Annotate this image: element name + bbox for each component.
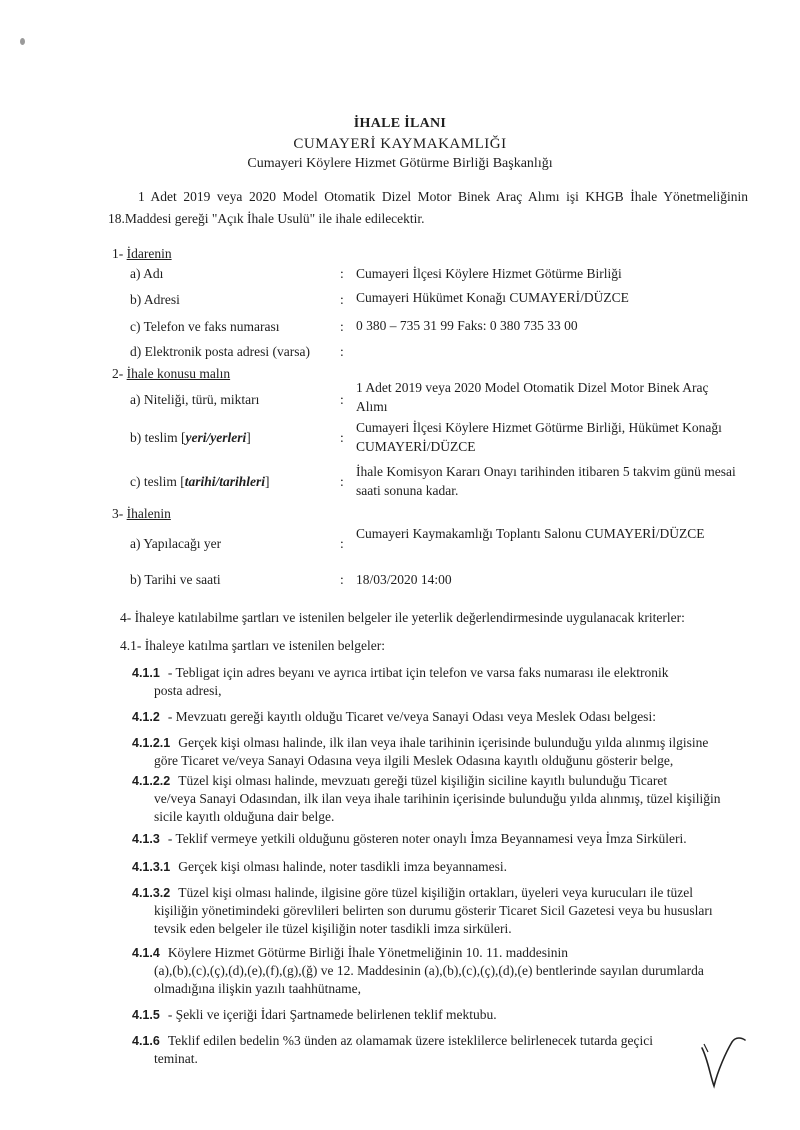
- field-value-address: Cumayeri Hükümet Konağı CUMAYERİ/DÜZCE: [356, 290, 629, 305]
- section-2-title: İhale konusu malın: [126, 366, 231, 381]
- field-colon: :: [340, 392, 344, 407]
- item-continuation: posta adresi,: [154, 683, 222, 698]
- criteria-item: [132, 664, 742, 700]
- section-1-title: İdarenin: [126, 246, 172, 261]
- field-value-date-time: 18/03/2020 14:00: [356, 572, 452, 587]
- item-text: Tüzel kişi olması halinde, ilgisine göre tüzel kişiliğin ortakları, üyeleri veya kurucuları ile tüzel: [178, 885, 693, 900]
- section-3-heading: [112, 506, 171, 522]
- item-continuation: (a),(b),(c),(ç),(d),(e),(f),(g),(ğ) ve 12. Maddesinin (a),(b),(c),(ç),(d),(e) bentlerinde sayılan durumlarda olmadığına ilişkin yazılı taahhütname,: [154, 963, 704, 996]
- issuing-authority: CUMAYERİ KAYMAKAMLIĞI: [293, 136, 507, 152]
- section-3-number: 3-: [112, 506, 124, 521]
- intro-paragraph: 1 Adet 2019 veya 2020 Model Otomatik Dizel Motor Binek Araç Alımı işi KHGB İhale Yönetmeliğinin 18.Maddesi gereği "Açık İhale Usulü" ile ihale edilecektir.: [108, 189, 748, 226]
- item-continuation: kişiliğin yönetimindeki görevlileri belirten son durumu gösterir Ticaret Sicil Gazetesi veya bu hususları tevsik eden belgeler ile tüzel kişiliğin noter tasdikli imza sirküleri.: [154, 903, 713, 936]
- item-continuation: göre Ticaret ve/veya Sanayi Odasına veya ilgili Meslek Odasına kayıtlı olduğunu gösterir belge,: [154, 753, 674, 768]
- item-text: - Mevzuatı gereği kayıtlı olduğu Ticaret ve/veya Sanayi Odası veya Meslek Odası belgesi:: [167, 709, 656, 724]
- item-number: 4.1.3.1: [132, 860, 171, 874]
- label-text: ]: [265, 474, 270, 489]
- field-value-delivery-date: İhale Komisyon Kararı Onayı tarihinden itibaren 5 takvim günü mesai saati sonuna kadar.: [356, 464, 736, 498]
- criteria-item: [132, 858, 742, 876]
- field-label-delivery-place: [130, 430, 251, 446]
- item-text: Gerçek kişi olması halinde, noter tasdikli imza beyannamesi.: [178, 859, 508, 874]
- section-1-number: 1-: [112, 246, 124, 261]
- item-text: Teklif edilen bedelin %3 ünden az olamamak üzere isteklilerce belirlenecek tutarda geçici: [167, 1033, 654, 1048]
- criteria-subheading: 4.1- İhaleye katılma şartları ve istenilen belgeler:: [120, 638, 386, 653]
- label-text: ]: [246, 430, 251, 445]
- field-label-name: a) Adı: [130, 266, 164, 281]
- field-value-item-quality: 1 Adet 2019 veya 2020 Model Otomatik Dizel Motor Binek Araç Alımı: [356, 380, 709, 414]
- criteria-item: [132, 884, 742, 938]
- item-number: 4.1.2.1: [132, 736, 171, 750]
- label-text: b) teslim [: [130, 430, 186, 445]
- section-2-heading: [112, 366, 230, 382]
- field-label-address: b) Adresi: [130, 292, 180, 307]
- field-label-phone-fax: c) Telefon ve faks numarası: [130, 319, 280, 334]
- field-label-date-time: b) Tarihi ve saati: [130, 572, 221, 587]
- field-label-venue: a) Yapılacağı yer: [130, 536, 222, 551]
- criteria-item: [132, 772, 742, 826]
- criteria-item: [132, 734, 742, 770]
- field-colon: :: [340, 572, 344, 587]
- handwritten-initial-signature: [698, 1030, 748, 1090]
- label-italic: tarihi/tarihleri: [184, 474, 266, 489]
- field-colon: :: [340, 536, 344, 551]
- field-colon: :: [340, 319, 344, 334]
- item-text: - Şekli ve içeriği İdari Şartnamede belirlenen teklif mektubu.: [167, 1007, 497, 1022]
- field-colon: :: [340, 474, 344, 489]
- item-number: 4.1.6: [132, 1034, 160, 1048]
- field-colon: :: [340, 344, 344, 359]
- item-text: Gerçek kişi olması halinde, ilk ilan veya ihale tarihinin içerisinde bulunduğu yılda alınmış ilgisine: [178, 735, 709, 750]
- criteria-item: [132, 708, 742, 726]
- issuing-department: Cumayeri Köylere Hizmet Götürme Birliği Başkanlığı: [247, 156, 553, 171]
- item-number: 4.1.2.2: [132, 774, 171, 788]
- criteria-item: [132, 830, 742, 848]
- document-title: İHALE İLANI: [353, 116, 447, 131]
- field-label-delivery-date: [130, 474, 270, 490]
- item-number: 4.1.2: [132, 710, 160, 724]
- item-number: 4.1.3.2: [132, 886, 171, 900]
- field-colon: :: [340, 430, 344, 445]
- item-text: - Tebligat için adres beyanı ve ayrıca irtibat için telefon ve varsa faks numarası ile elektronik: [167, 665, 669, 680]
- section-3-title: İhalenin: [126, 506, 171, 521]
- criteria-item: [132, 944, 742, 998]
- criteria-heading: 4- İhaleye katılabilme şartları ve istenilen belgeler ile yeterlik değerlendirmesinde uygulanacak kriterler:: [120, 610, 685, 625]
- item-number: 4.1.4: [132, 946, 160, 960]
- label-italic: yeri/yerleri: [185, 430, 247, 445]
- label-text: c) teslim [: [130, 474, 185, 489]
- item-number: 4.1.1: [132, 666, 160, 680]
- item-continuation: ve/veya Sanayi Odasından, ilk ilan veya ihale tarihinin içerisinde bulunduğu yılda alınmış, tüzel kişiliğin sicile kayıtlı olduğuna dair belge.: [154, 791, 721, 824]
- criteria-item: [132, 1006, 742, 1024]
- field-colon: :: [340, 292, 344, 307]
- field-value-venue: Cumayeri Kaymakamlığı Toplantı Salonu CUMAYERİ/DÜZCE: [356, 526, 705, 541]
- field-label-item-quality: a) Niteliği, türü, miktarı: [130, 392, 260, 407]
- field-value-name: Cumayeri İlçesi Köylere Hizmet Götürme Birliği: [356, 266, 622, 281]
- item-text: Köylere Hizmet Götürme Birliği İhale Yönetmeliğinin 10. 11. maddesinin: [167, 945, 568, 960]
- item-text: - Teklif vermeye yetkili olduğunu gösteren noter onaylı İmza Beyannamesi veya İmza Sirküleri.: [167, 831, 687, 846]
- field-label-email: d) Elektronik posta adresi (varsa): [130, 344, 310, 359]
- criteria-item: [132, 1032, 692, 1068]
- field-value-phone-fax: 0 380 – 735 31 99 Faks: 0 380 735 33 00: [356, 318, 578, 333]
- section-2-number: 2-: [112, 366, 124, 381]
- punch-hole-mark: [20, 38, 25, 45]
- field-value-delivery-place: Cumayeri İlçesi Köylere Hizmet Götürme Birliği, Hükümet Konağı CUMAYERİ/DÜZCE: [356, 420, 722, 454]
- item-number: 4.1.5: [132, 1008, 160, 1022]
- section-1-heading: [112, 246, 172, 262]
- item-text: Tüzel kişi olması halinde, mevzuatı gereği tüzel kişiliğin siciline kayıtlı bulunduğu Ticaret: [178, 773, 668, 788]
- item-number: 4.1.3: [132, 832, 160, 846]
- item-continuation: teminat.: [154, 1051, 198, 1066]
- field-colon: :: [340, 266, 344, 281]
